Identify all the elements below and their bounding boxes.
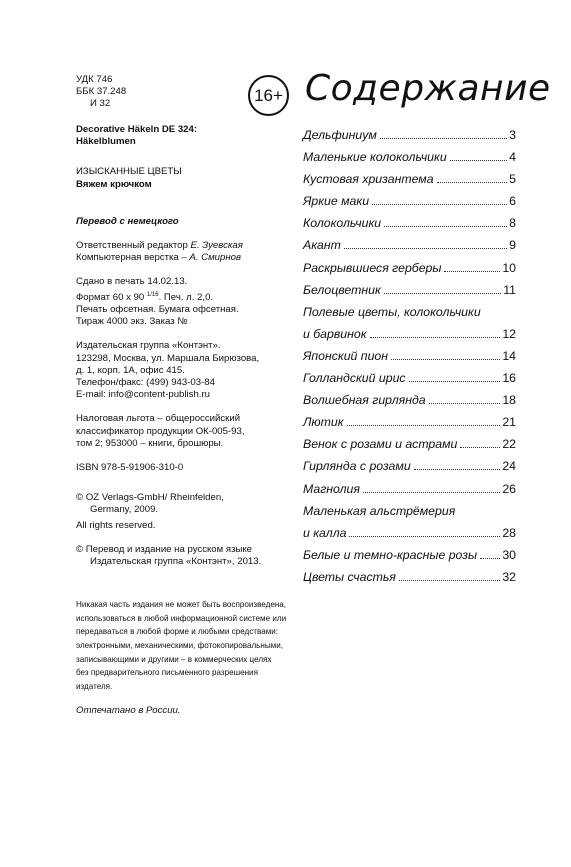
layout-name: А. Смирнов [189, 252, 241, 264]
toc-leader-dots [450, 160, 507, 161]
toc-entry-row [303, 437, 516, 459]
toc-entry[interactable] [303, 393, 516, 415]
run-line: Тираж 4000 экз. Заказ № [76, 316, 188, 328]
toc-entry-title: и барвинок [303, 326, 367, 341]
bbk-code: ББК 37.248 [76, 86, 127, 97]
toc-leader-dots [429, 403, 501, 404]
toc-entry-title-line: Полевые цветы, колокольчики [303, 304, 481, 319]
publisher-email: E-mail: info@content-publish.ru [76, 389, 210, 401]
toc-entry-title: Кустовая хризантема [303, 172, 434, 187]
toc-entry[interactable] [303, 437, 516, 459]
toc-leader-dots [414, 469, 501, 470]
editor-name: Е. Зуевская [190, 240, 243, 252]
format-suffix: . Печ. л. 2,0. [158, 291, 214, 303]
publisher-line: Издательская группа «Контэнт». [76, 340, 221, 352]
toc-entry[interactable] [303, 504, 516, 548]
toc-entry[interactable] [303, 482, 516, 504]
toc-entry-title: Цветы счастья [303, 569, 396, 584]
legal-line: Никакая часть издания не может быть воспроизведена, [76, 600, 287, 610]
isbn: ISBN 978-5-91906-310-0 [76, 462, 184, 474]
toc-page-number: 16 [502, 371, 516, 386]
toc-leader-dots [349, 536, 500, 537]
book-title: ИЗЫСКАННЫЕ ЦВЕТЫ [76, 166, 182, 178]
toc-page-number: 24 [502, 459, 516, 474]
toc-page-number: 21 [502, 415, 516, 430]
copyright-line: Germany, 2009. [90, 504, 159, 516]
toc-leader-dots [384, 226, 507, 227]
copyright-ru-line: Издательская группа «Контэнт», 2013. [90, 556, 262, 568]
copyright-ru-block [76, 544, 291, 568]
toc-entry-title: Акант [303, 238, 341, 253]
editor-label: Ответственный редактор [76, 240, 188, 252]
toc-entry-title: Волшебная гирлянда [303, 393, 426, 408]
toc-page-number: 22 [502, 437, 516, 452]
toc-entry[interactable] [303, 194, 516, 216]
toc-leader-dots [370, 337, 501, 338]
toc-page-number: 12 [502, 326, 516, 341]
original-title-line: Decorative Häkeln DE 324: [76, 124, 198, 135]
rights-line: All rights reserved. [76, 519, 156, 531]
toc-entry-title: Японский пион [303, 348, 389, 363]
toc-page-number: 6 [509, 194, 516, 209]
book-title-block [76, 166, 291, 190]
copyright-ru-line: © Перевод и издание на русском языке [76, 543, 253, 555]
toc-entry-row [303, 415, 516, 437]
toc-entry-title: Белые и темно-красные розы [303, 547, 478, 562]
toc-entry[interactable] [303, 349, 516, 371]
toc-leader-dots [391, 359, 500, 360]
toc-entry-row [303, 327, 516, 349]
toc-entry-title: Дельфиниум [303, 128, 377, 142]
toc-entry-row [303, 548, 516, 570]
original-title [76, 124, 291, 148]
imprint [76, 74, 291, 718]
toc-entry-title: Раскрывшиеся герберы [303, 260, 442, 275]
toc-entry[interactable] [303, 216, 516, 238]
toc-entry-title: Лютик [303, 415, 344, 430]
book-subtitle: Вяжем крючком [76, 178, 152, 190]
toc-leader-dots [444, 271, 500, 272]
author-code: И 32 [90, 98, 111, 109]
credits [76, 240, 291, 264]
toc-entry-title: Голландский ирис [303, 371, 406, 386]
toc-page-number: 8 [509, 216, 516, 231]
toc-page-number: 11 [503, 282, 516, 297]
toc-page-number: 4 [509, 150, 516, 165]
legal-notice [76, 598, 291, 693]
toc-leader-dots [460, 447, 500, 448]
toc-entry-title: Магнолия [303, 481, 360, 496]
toc-leader-dots [437, 182, 508, 183]
toc-entry[interactable] [303, 238, 516, 260]
toc-entry-row [303, 570, 516, 592]
toc-entry[interactable] [303, 150, 516, 172]
toc-entry-row [303, 172, 516, 194]
toc-leader-dots [409, 381, 501, 382]
toc-leader-dots [384, 293, 501, 294]
toc-entry-row [303, 283, 516, 305]
toc-entry[interactable] [303, 459, 516, 481]
tax-block [76, 413, 291, 450]
publisher-line: 123298, Москва, ул. Маршала Бирюзова, [76, 352, 260, 364]
toc-entry-title: Венок с розами и астрами [303, 437, 458, 452]
toc-entry[interactable] [303, 415, 516, 437]
original-title-line: Häkelblumen [76, 136, 136, 148]
format-fraction: 1/16 [146, 291, 159, 298]
toc-leader-dots [372, 204, 507, 205]
toc-entry-title: Белоцветник [303, 282, 381, 297]
toc-entry-title-line: Маленькая альстрёмерия [303, 503, 456, 518]
toc-leader-dots [480, 558, 500, 559]
legal-line: использоваться в любой информационной системе или [76, 613, 287, 623]
legal-line: издателя. [76, 681, 113, 691]
toc-entry-row [303, 128, 516, 150]
format-line [76, 289, 291, 304]
toc-entry[interactable] [303, 172, 516, 194]
toc-page-number: 26 [502, 481, 516, 496]
toc-entry-row [303, 261, 516, 283]
toc-entry[interactable] [303, 371, 516, 393]
toc-page-number: 32 [502, 569, 516, 584]
publisher-block [76, 340, 291, 401]
toc-entry-title: Яркие маки [303, 194, 370, 209]
toc-page-number: 9 [509, 238, 516, 253]
toc-page-number: 3 [509, 128, 516, 142]
copyright-line: © OZ Verlags-GmbH/ Rheinfelden, [76, 492, 224, 504]
toc-entry-row [303, 216, 516, 238]
printed-in: Отпечатано в России. [76, 705, 181, 717]
toc-page-number: 14 [502, 348, 516, 363]
layout-label: Компьютерная верстка – [76, 252, 187, 264]
copyright-block [76, 492, 291, 532]
toc-entry[interactable] [303, 283, 516, 305]
paper-line: Печать офсетная. Бумага офсетная. [76, 304, 239, 316]
toc-page-number: 30 [502, 547, 516, 562]
toc-leader-dots [363, 492, 500, 493]
table-of-contents [303, 128, 516, 592]
toc-page-number: 18 [502, 393, 516, 408]
toc-entry-row [303, 194, 516, 216]
layout-credit [76, 252, 291, 264]
editor-credit [76, 240, 291, 252]
toc-entry-title: и калла [303, 525, 347, 540]
toc-entry[interactable] [303, 261, 516, 283]
publisher-line: д. 1, корп. 1А, офис 415. [76, 364, 185, 376]
udk-code: УДК 746 [76, 74, 113, 85]
format-prefix: Формат 60 х 90 [76, 291, 145, 303]
toc-page-number: 28 [502, 525, 516, 540]
toc-title: Содержание [305, 68, 551, 109]
legal-line: передаваться в любой форме и любыми средствами: [76, 627, 279, 637]
tax-line: классификатор продукции ОК-005-93, [76, 425, 245, 437]
legal-line: записывающими и другими – в коммерческих целях [76, 654, 272, 664]
toc-entry-row [303, 349, 516, 371]
tax-line: Налоговая льгота – общероссийский [76, 413, 241, 425]
print-date: Сдано в печать 14.02.13. [76, 276, 188, 288]
toc-entry[interactable] [303, 128, 516, 150]
toc-entry-title: Колокольчики [303, 216, 382, 231]
toc-entry-row [303, 150, 516, 172]
legal-line: без предварительного письменного разрешения [76, 668, 258, 678]
toc-entry-row [303, 526, 516, 548]
toc-leader-dots [347, 425, 501, 426]
toc-entry[interactable] [303, 570, 516, 592]
toc-page-number: 5 [509, 172, 516, 187]
publisher-phone: Телефон/факс: (499) 943-03-84 [76, 377, 215, 389]
legal-line: электронными, механическими, фотокопировальными, [76, 641, 284, 651]
toc-leader-dots [344, 248, 507, 249]
toc-entry-row [303, 459, 516, 481]
toc-entry-row [303, 393, 516, 415]
tax-line: том 2; 953000 – книги, брошюры. [76, 437, 224, 449]
toc-leader-dots [399, 580, 500, 581]
print-details [76, 276, 291, 328]
toc-leader-dots [380, 138, 507, 139]
toc-page-number: 10 [502, 260, 516, 275]
toc-entry-title: Маленькие колокольчики [303, 150, 447, 165]
toc-entry[interactable] [303, 305, 516, 349]
age-rating: 16+ [254, 85, 283, 105]
toc-entry-row [303, 482, 516, 504]
toc-entry-title: Гирлянда с розами [303, 459, 411, 474]
toc-entry-row [303, 371, 516, 393]
age-rating-badge [248, 75, 289, 116]
toc-entry-row [303, 238, 516, 260]
toc-entry[interactable] [303, 548, 516, 570]
translation-note: Перевод с немецкого [76, 215, 179, 227]
